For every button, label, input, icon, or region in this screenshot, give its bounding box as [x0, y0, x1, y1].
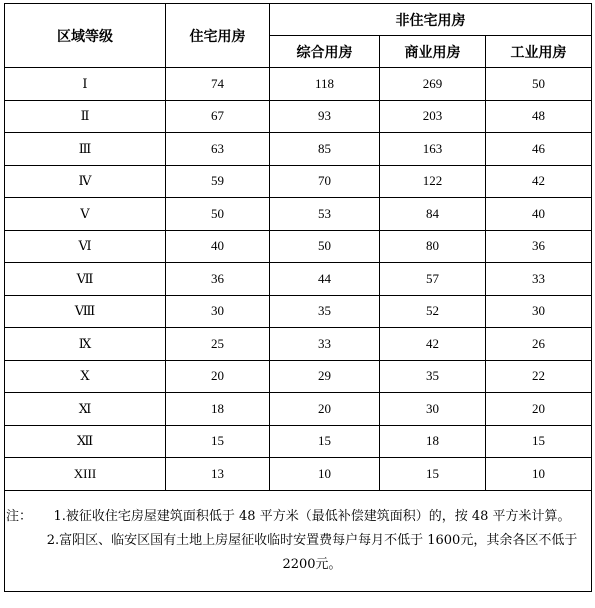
- cell-industrial: 20: [486, 393, 592, 426]
- cell-commercial: 163: [380, 133, 486, 166]
- cell-zone-level: Ⅹ: [5, 360, 166, 393]
- cell-residential: 36: [166, 263, 270, 296]
- cell-industrial: 48: [486, 100, 592, 133]
- note-number: 1.: [53, 508, 66, 524]
- standards-table-page: [4, 3, 591, 592]
- table-row: [5, 360, 592, 393]
- header-commercial: 商业用房: [380, 36, 486, 68]
- cell-zone-level: Ⅶ: [5, 263, 166, 296]
- cell-residential: 74: [166, 68, 270, 101]
- table-row: [5, 133, 592, 166]
- notes-cell: [5, 490, 592, 591]
- cell-commercial: 35: [380, 360, 486, 393]
- cell-industrial: 40: [486, 198, 592, 231]
- cell-comprehensive: 20: [270, 393, 380, 426]
- cell-industrial: 15: [486, 425, 592, 458]
- cell-zone-level: Ⅻ: [5, 425, 166, 458]
- cell-industrial: 50: [486, 68, 592, 101]
- note-text: 富阳区、临安区国有土地上房屋征收临时安置费每户每月不低于 1600元，其余各区不低于 2200元。: [59, 532, 578, 572]
- table-row: [5, 100, 592, 133]
- table-row: [5, 263, 592, 296]
- note-text: 被征收住宅房屋建筑面积低于 48 平方米（最低补偿建筑面积）的，按 48 平方米计算。: [65, 508, 571, 524]
- cell-commercial: 80: [380, 230, 486, 263]
- notes-row: [5, 490, 592, 591]
- cell-comprehensive: 118: [270, 68, 380, 101]
- cell-residential: 15: [166, 425, 270, 458]
- cell-residential: 63: [166, 133, 270, 166]
- cell-comprehensive: 33: [270, 328, 380, 361]
- cell-residential: 67: [166, 100, 270, 133]
- cell-zone-level: Ⅲ: [5, 133, 166, 166]
- cell-zone-level: Ⅰ: [5, 68, 166, 101]
- cell-industrial: 22: [486, 360, 592, 393]
- cell-residential: 18: [166, 393, 270, 426]
- cell-commercial: 203: [380, 100, 486, 133]
- cell-industrial: 26: [486, 328, 592, 361]
- cell-zone-level: Ⅺ: [5, 393, 166, 426]
- note-number: 2.: [46, 532, 60, 548]
- cell-comprehensive: 50: [270, 230, 380, 263]
- note-1: [5, 505, 591, 529]
- table-row: [5, 328, 592, 361]
- cell-residential: 25: [166, 328, 270, 361]
- cell-commercial: 15: [380, 458, 486, 491]
- cell-zone-level: XIII: [5, 458, 166, 491]
- cell-residential: 59: [166, 165, 270, 198]
- cell-comprehensive: 70: [270, 165, 380, 198]
- cell-zone-level: Ⅸ: [5, 328, 166, 361]
- cell-commercial: 42: [380, 328, 486, 361]
- cell-zone-level: Ⅷ: [5, 295, 166, 328]
- header-non-residential: 非住宅用房: [270, 4, 592, 36]
- cell-comprehensive: 29: [270, 360, 380, 393]
- cell-comprehensive: 10: [270, 458, 380, 491]
- cell-comprehensive: 53: [270, 198, 380, 231]
- cell-comprehensive: 44: [270, 263, 380, 296]
- table-row: [5, 393, 592, 426]
- header-comprehensive: 综合用房: [270, 36, 380, 68]
- cell-commercial: 57: [380, 263, 486, 296]
- cell-zone-level: Ⅵ: [5, 230, 166, 263]
- cell-zone-level: Ⅳ: [5, 165, 166, 198]
- cell-commercial: 52: [380, 295, 486, 328]
- cell-industrial: 33: [486, 263, 592, 296]
- cell-comprehensive: 35: [270, 295, 380, 328]
- table-row: [5, 458, 592, 491]
- cell-residential: 13: [166, 458, 270, 491]
- table-row: [5, 68, 592, 101]
- cell-commercial: 84: [380, 198, 486, 231]
- cell-industrial: 36: [486, 230, 592, 263]
- cell-zone-level: Ⅴ: [5, 198, 166, 231]
- cell-residential: 40: [166, 230, 270, 263]
- cell-industrial: 46: [486, 133, 592, 166]
- header-residential: 住宅用房: [166, 4, 270, 68]
- cell-industrial: 42: [486, 165, 592, 198]
- table-row: [5, 165, 592, 198]
- cell-commercial: 122: [380, 165, 486, 198]
- table-row: [5, 295, 592, 328]
- cell-commercial: 269: [380, 68, 486, 101]
- cell-industrial: 30: [486, 295, 592, 328]
- cell-residential: 20: [166, 360, 270, 393]
- note-2: [5, 529, 591, 577]
- cell-comprehensive: 85: [270, 133, 380, 166]
- cell-commercial: 30: [380, 393, 486, 426]
- cell-residential: 50: [166, 198, 270, 231]
- table-row: [5, 198, 592, 231]
- cell-commercial: 18: [380, 425, 486, 458]
- notes-prefix: 注：: [5, 508, 32, 524]
- header-row-1: [5, 4, 592, 36]
- table-row: [5, 425, 592, 458]
- cell-industrial: 10: [486, 458, 592, 491]
- cell-residential: 30: [166, 295, 270, 328]
- header-zone-level: 区域等级: [5, 4, 166, 68]
- compensation-table: [4, 3, 592, 592]
- cell-comprehensive: 15: [270, 425, 380, 458]
- cell-comprehensive: 93: [270, 100, 380, 133]
- cell-zone-level: Ⅱ: [5, 100, 166, 133]
- table-row: [5, 230, 592, 263]
- table-body: [5, 68, 592, 491]
- header-industrial: 工业用房: [486, 36, 592, 68]
